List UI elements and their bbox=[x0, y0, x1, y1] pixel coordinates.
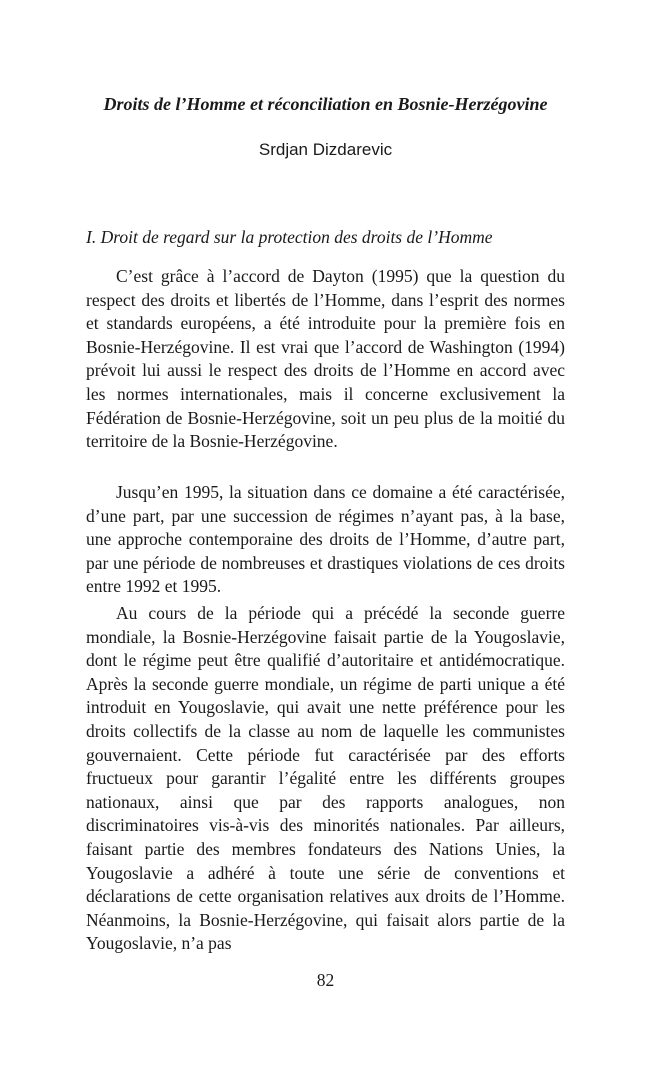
page-number: 82 bbox=[316, 970, 335, 990]
chapter-title: Droits de l’Homme et réconciliation en Bosnie-Herzégovine bbox=[103, 94, 548, 114]
author-name: Srdjan Dizdarevic bbox=[258, 140, 393, 159]
body-paragraph-2: Jusqu’en 1995, la situation dans ce domaine a été caractérisée, d’une part, par une succession de régimes n’ayant pas, à la base, une approche contemporaine des droits de l’Homme, d’autre part, par une période de nombreuses et drastiques violations de ces droits entre 1992 et 1995. bbox=[86, 482, 565, 597]
body-paragraph-1: C’est grâce à l’accord de Dayton (1995) que la question du respect des droits et libertés de l’Homme, dans l’esprit des normes et standards européens, a été introduite pour la première fois en Bosnie-Herzégovine. Il est vrai que l’accord de Washington (1994) prévoit lui aussi le respect des droits de l’Homme en accord avec les normes internationales, mais il concerne exclusivement la Fédération de Bosnie-Herzégovine, soit un peu plus de la moitié du territoire de la Bosnie-Herzégovine. bbox=[86, 266, 565, 452]
section-heading: I. Droit de regard sur la protection des droits de l’Homme bbox=[86, 227, 493, 247]
body-paragraph-3: Au cours de la période qui a précédé la seconde guerre mondiale, la Bosnie-Herzégovine faisait partie de la Yougoslavie, dont le régime peut être qualifié d’autoritaire et antidémocratique. Après la seconde guerre mondiale, un régime de parti unique a été introduit en Yougoslavie, qui avait une nette préférence pour les droits collectifs de la classe au nom de laquelle les communistes gouvernaient. Cette période fut caractérisée par des efforts fructueux pour garantir l’égalité entre les différents groupes nationaux, ainsi que par des rapports analogues, non discriminatoires vis-à-vis des minorités nationales. Par ailleurs, faisant partie des membres fondateurs des Nations Unies, la Yougoslavie a adhéré à toute une série de conventions et déclarations de cette organisation relatives aux droits de l’Homme. Néanmoins, la Bosnie-Herzégovine, qui faisait alors partie de la Yougoslavie, n’a pas bbox=[86, 603, 565, 954]
